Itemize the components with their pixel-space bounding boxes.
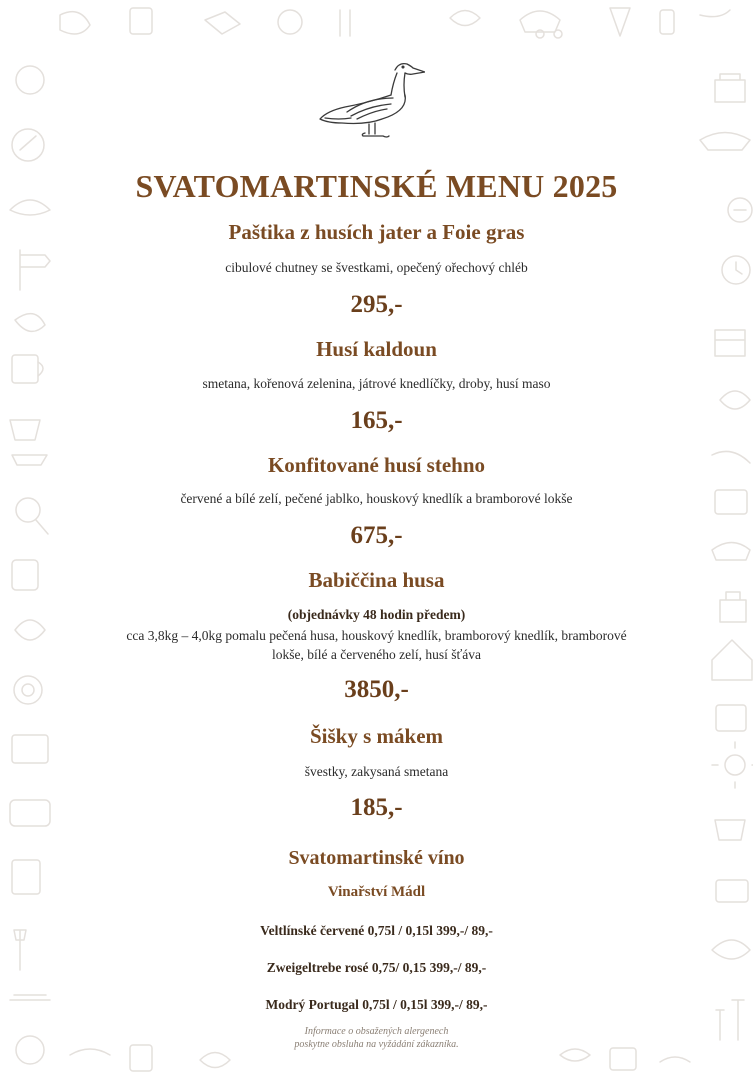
wine-item: Veltlínské červené 0,75l / 0,15l 399,-/ 89,- [260,923,493,938]
dish-price: 185,- [350,794,403,821]
dish-price: 295,- [350,291,403,318]
menu-title: SVATOMARTINSKÉ MENU 2025 [135,168,618,204]
allergen-note: Informace o obsažených alergenech [304,1026,449,1037]
dish-name: Husí kaldoun [316,337,437,361]
dish-description: smetana, kořenová zelenina, játrové knedlíčky, droby, husí maso [202,376,551,391]
dish-description: lokše, bílé a červeného zelí, husí šťáva [272,647,481,662]
dish-description: švestky, zakysaná smetana [304,764,449,779]
wine-item: Zweigeltrebe rosé 0,75/ 0,15 399,-/ 89,- [266,960,487,975]
dish-price: 675,- [350,522,403,549]
allergen-note: poskytne obsluha na vyžádání zákazníka. [294,1039,459,1050]
wine-item: Modrý Portugal 0,75l / 0,15l 399,-/ 89,- [265,997,488,1012]
wine-section-title: Svatomartinské víno [288,847,465,869]
dish-description: cca 3,8kg – 4,0kg pomalu pečená husa, houskový knedlík, bramborový knedlík, bramborové [126,628,627,643]
dish-name: Šišky s mákem [309,724,444,748]
dish-description: cibulové chutney se švestkami, opečený ořechový chléb [225,260,528,275]
dish-name: Konfitované husí stehno [267,453,486,477]
dish-order-note: (objednávky 48 hodin předem) [287,607,466,622]
dish-name: Paštika z husích jater a Foie gras [228,220,525,244]
dish-description: červené a bílé zelí, pečené jablko, houskový knedlík a bramborové lokše [180,491,573,506]
dish-price: 165,- [350,407,403,434]
winery-name: Vinařství Mádl [327,884,426,900]
dish-name: Babiččina husa [308,568,445,592]
dish-price: 3850,- [344,676,409,703]
